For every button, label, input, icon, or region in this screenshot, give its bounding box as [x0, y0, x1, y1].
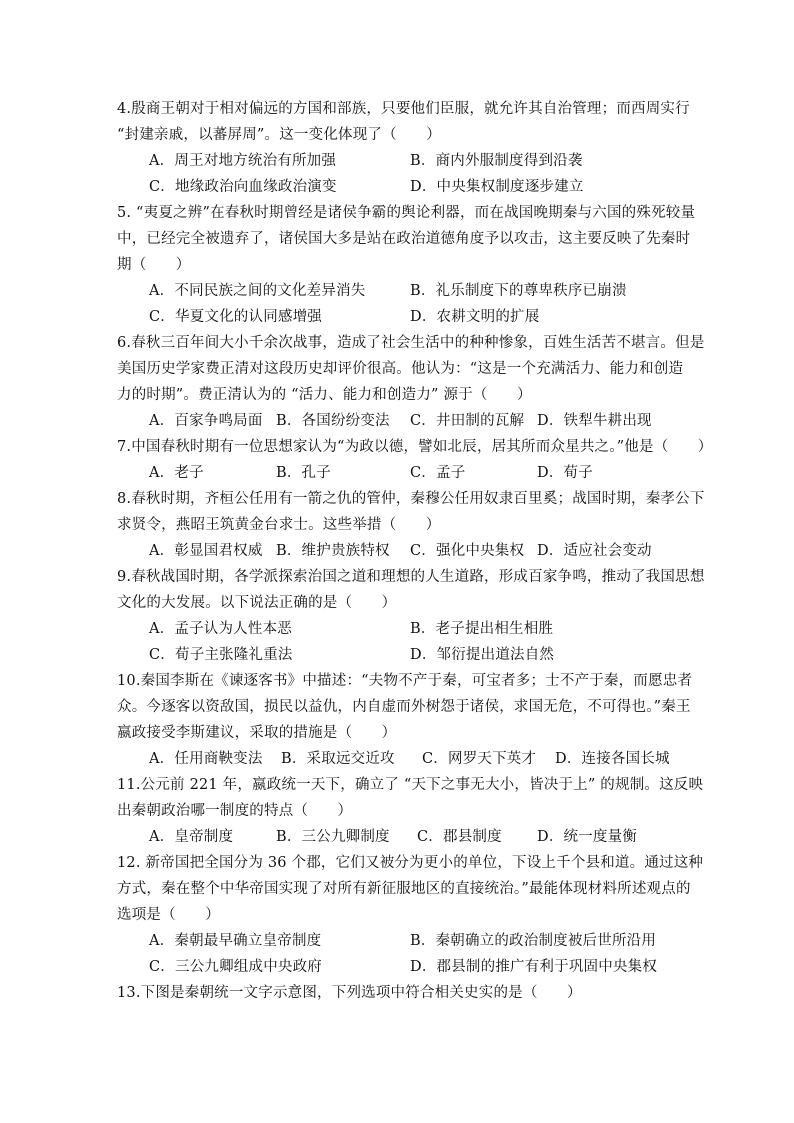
option-row — [117, 278, 687, 304]
option-c[interactable]: C．华夏文化的认同感增强 — [149, 309, 322, 325]
question-stem: 方式，秦在整个中华帝国实现了对所有新征服地区的直接统治。”最能体现材料所述观点的 — [117, 881, 691, 897]
option-b[interactable]: B．维护贵族特权 — [276, 543, 390, 559]
question-stem: 期（ ） — [117, 257, 191, 273]
option-c[interactable]: C．地缘政治向血缘政治演变 — [149, 179, 337, 195]
question-stem: 力的时期”。费正清认为的 “活力、能力和创造力” 源于（ ） — [117, 387, 532, 403]
option-d[interactable]: D．铁犁牛耕出现 — [537, 413, 652, 429]
question-5 — [117, 200, 696, 330]
question-stem: 嬴政接受李斯建议，采取的措施是（ ） — [117, 725, 397, 741]
option-b[interactable]: B．老子提出相生相胜 — [410, 621, 554, 637]
option-row — [117, 174, 687, 200]
option-d[interactable]: D．适应社会变动 — [537, 543, 652, 559]
option-c[interactable]: C．井田制的瓦解 — [410, 413, 525, 429]
question-8 — [117, 486, 705, 564]
option-row — [117, 460, 687, 486]
option-b[interactable]: B．商内外服制度得到沿袭 — [410, 153, 583, 169]
question-stem: 4.殷商王朝对于相对偏远的方国和部族，只要他们臣服，就允许其自治管理；而西周实行 — [117, 101, 690, 117]
question-stem: 中，已经完全被遗弃了，诸侯国大多是站在政治道德角度予以攻击，这主要反映了先秦时 — [117, 231, 691, 247]
question-stem: 选项是（ ） — [117, 907, 220, 923]
question-6 — [117, 330, 705, 434]
option-row — [117, 148, 687, 174]
option-d[interactable]: D．连接各国长城 — [555, 751, 670, 767]
option-c[interactable]: C．网罗天下英才 — [422, 751, 537, 767]
option-a[interactable]: A．任用商鞅变法 — [149, 751, 263, 767]
option-a[interactable]: A．彰显国君权威 — [149, 543, 263, 559]
question-stem: 11.公元前 221 年，嬴政统一天下，确立了 “天下之事无大小，皆决于上” 的规制。这反映 — [117, 777, 704, 793]
question-stem: 12. 新帝国把全国分为 36 个郡，它们又被分为更小的单位，下设上千个县和道。通过这种 — [117, 855, 704, 871]
option-d[interactable]: D．农耕文明的扩展 — [410, 309, 540, 325]
option-c[interactable]: C．强化中央集权 — [410, 543, 525, 559]
option-a[interactable]: A．周王对地方统治有所加强 — [149, 153, 337, 169]
option-d[interactable]: D．中央集权制度逐步建立 — [410, 179, 584, 195]
question-stem: 10.秦国李斯在《谏逐客书》中描述：“夫物不产于秦，可宝者多；士不产于秦，而愿忠者 — [117, 673, 693, 689]
question-stem: 13.下图是秦朝统一文字示意图，下列选项中符合相关史实的是（ ） — [117, 985, 582, 1001]
option-a[interactable]: A．皇帝制度 — [149, 829, 234, 845]
option-d[interactable]: D．郡县制的推广有利于巩固中央集权 — [410, 959, 658, 975]
question-4 — [117, 96, 690, 200]
option-row — [117, 538, 687, 564]
option-row — [117, 954, 687, 980]
option-a[interactable]: A．不同民族之间的文化差异消失 — [149, 283, 366, 299]
question-stem: 5. “夷夏之辨”在春秋时期曾经是诸侯争霸的舆论利器，而在战国晚期秦与六国的殊死较量 — [117, 205, 696, 221]
question-stem: 众。今逐客以资敌国，损民以益仇，内自虚而外树怨于诸侯，求国无危，不可得也。”秦王 — [117, 699, 691, 715]
question-stem: 6.春秋三百年间大小千余次战事，造成了社会生活中的种种惨象，百姓生活苦不堪言。但是 — [117, 335, 705, 351]
option-c[interactable]: C．三公九卿组成中央政府 — [149, 959, 322, 975]
question-stem: 求贤令，燕昭王筑黄金台求士。这些举措（ ） — [117, 517, 441, 533]
option-c[interactable]: C．郡县制度 — [417, 829, 502, 845]
option-b[interactable]: B．秦朝确立的政治制度被后世所沿用 — [410, 933, 657, 949]
question-11 — [117, 772, 704, 850]
option-b[interactable]: B．采取远交近攻 — [281, 751, 395, 767]
option-row — [117, 304, 687, 330]
question-stem: 9.春秋战国时期，各学派探索治国之道和理想的人生道路，形成百家争鸣，推动了我国思想 — [117, 569, 705, 585]
option-b[interactable]: B．礼乐制度下的尊卑秩序已崩溃 — [410, 283, 627, 299]
question-12 — [117, 850, 704, 980]
option-b[interactable]: B．三公九卿制度 — [276, 829, 390, 845]
option-d[interactable]: D．邹衍提出道法自然 — [410, 647, 555, 663]
question-13 — [117, 980, 687, 1006]
question-7 — [117, 434, 713, 486]
option-row — [117, 408, 687, 434]
question-stem: 8.春秋时期，齐桓公任用有一箭之仇的管仲，秦穆公任用奴隶百里奚；战国时期，秦孝公下 — [117, 491, 705, 507]
option-b[interactable]: B．孔子 — [276, 465, 331, 481]
question-10 — [117, 668, 693, 772]
option-d[interactable]: D．统一度量衡 — [537, 829, 638, 845]
option-a[interactable]: A．孟子认为人性本恶 — [149, 621, 292, 637]
question-stem: 文化的大发展。以下说法正确的是（ ） — [117, 595, 397, 611]
question-stem: 出秦朝政治哪一制度的特点（ ） — [117, 803, 353, 819]
option-b[interactable]: B．各国纷纷变法 — [276, 413, 390, 429]
question-stem: “封建亲戚，以蕃屏周”。这一变化体现了（ ） — [117, 127, 441, 143]
option-c[interactable]: C．荀子主张隆礼重法 — [149, 647, 293, 663]
option-a[interactable]: A．百家争鸣局面 — [149, 413, 263, 429]
option-row — [117, 642, 687, 668]
question-stem: 美国历史学家费正清对这段历史却评价很高。他认为：“这是一个充满活力、能力和创造 — [117, 361, 684, 377]
option-row — [117, 746, 687, 772]
option-row — [117, 824, 687, 850]
option-row — [117, 928, 687, 954]
question-stem: 7.中国春秋时期有一位思想家认为“为政以德，譬如北辰，居其所而众星共之。”他是（ ） — [117, 439, 713, 455]
question-9 — [117, 564, 705, 668]
exam-page — [117, 96, 713, 1006]
option-d[interactable]: D．荀子 — [537, 465, 593, 481]
option-row — [117, 616, 687, 642]
option-a[interactable]: A．秦朝最早确立皇帝制度 — [149, 933, 322, 949]
option-c[interactable]: C．孟子 — [410, 465, 466, 481]
option-a[interactable]: A．老子 — [149, 465, 204, 481]
